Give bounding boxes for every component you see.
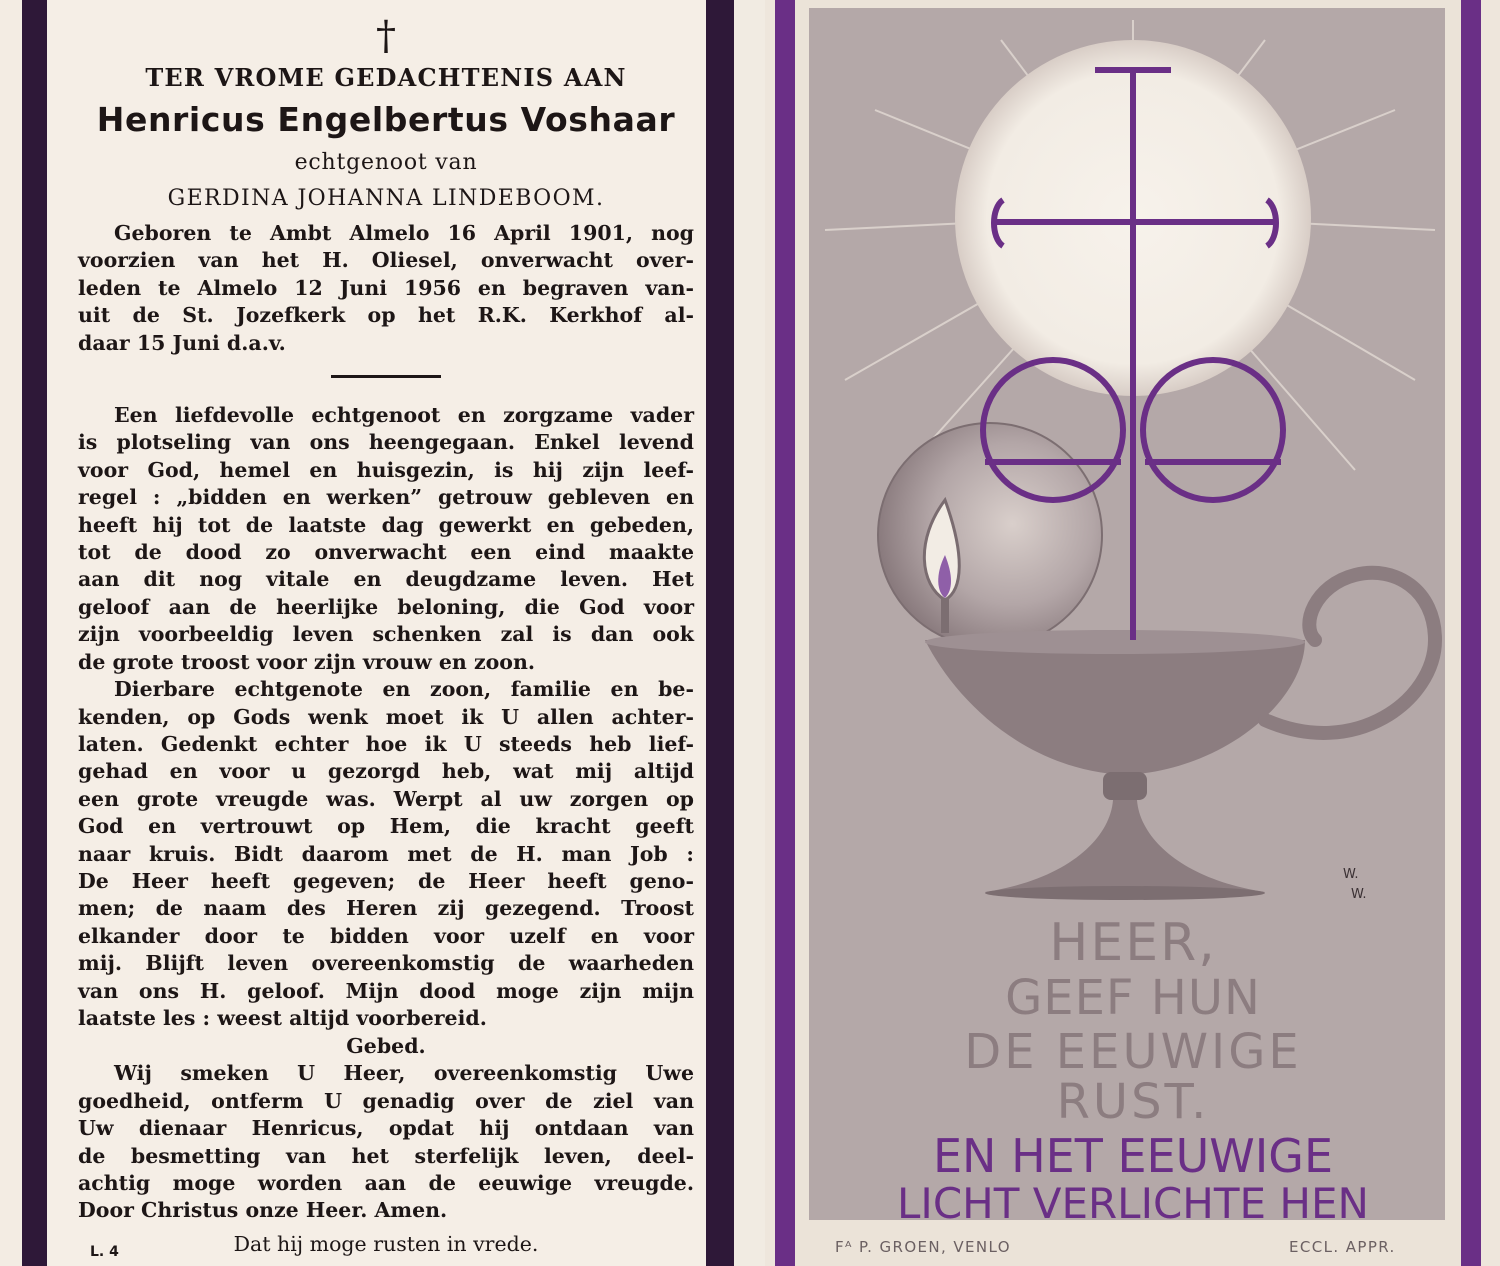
prayer-paragraph: [78, 1060, 694, 1224]
text-line: Door Christus onze Heer. Amen.: [78, 1198, 448, 1223]
text-line: goedheid, ontferm U genadig over de ziel van: [78, 1088, 694, 1113]
text-line: heeft hij tot de laatste dag gewerkt en gebeden,: [78, 512, 694, 537]
text-line: de grote troost voor zijn vrouw en zoon.: [78, 649, 536, 674]
spouse-name: GERDINA JOHANNA LINDEBOOM.: [167, 186, 605, 211]
verse-line: LICHT VERLICHTE HEN: [897, 1179, 1369, 1228]
text-line: voor God, hemel en huisgezin, is hij zijn leef-: [78, 457, 694, 482]
text-line: De Heer heeft gegeven; de Heer heeft geno-: [78, 868, 694, 893]
tribute-paragraph: [78, 402, 694, 676]
cross-icon: †: [376, 13, 396, 59]
print-code: L. 4: [90, 1244, 119, 1260]
artist-monogram: W.: [1351, 887, 1367, 902]
text-line: gehad en voor u gezorgd heb, wat mij altijd: [78, 759, 694, 784]
text-line: zijn voorbeeldig leven schenken zal is dan ook: [78, 622, 694, 647]
biography-paragraph: [78, 220, 694, 357]
text-line: God en vertrouwt op Hem, die kracht geeft: [78, 814, 694, 839]
memorial-text: [78, 14, 694, 1259]
text-line: regel : „bidden en werken” getrouw gebleven en: [78, 485, 694, 510]
prayer-title: Gebed.: [346, 1034, 426, 1059]
text-line: een grote vreugde was. Werpt al uw zorgen op: [78, 786, 694, 811]
deceased-name: Henricus Engelbertus Voshaar: [96, 100, 676, 139]
closing-line: Dat hij moge rusten in vrede.: [233, 1231, 539, 1256]
purple-border-right: [1461, 0, 1481, 1266]
lamp-foot: [985, 886, 1265, 900]
text-line: laten. Gedenkt echter hoe ik U steeds heb lief-: [78, 731, 694, 756]
text-line: daar 15 Juni d.a.v.: [78, 330, 286, 355]
lamp-knot: [1103, 772, 1147, 800]
divider-rule: [331, 375, 441, 378]
text-line: aan dit nog vitale en deugdzame leven. Het: [78, 567, 694, 592]
wick: [941, 598, 949, 633]
verse-line: DE EEUWIGE: [964, 1024, 1302, 1080]
text-line: voorzien van het H. Oliesel, onverwacht over-: [78, 248, 694, 273]
text-line: Geboren te Ambt Almelo 16 April 1901, nog: [114, 221, 694, 245]
artist-monogram: W.: [1343, 867, 1359, 882]
text-line: Een liefdevolle echtgenoot en zorgzame vader: [114, 403, 694, 428]
ecclesiastical-approval: ECCL. APPR.: [1289, 1238, 1396, 1256]
lamp-rim: [925, 630, 1305, 654]
verse-line: RUST.: [1056, 1074, 1210, 1130]
text-line: laatste les : weest altijd voorbereid.: [78, 1005, 487, 1030]
text-line: van ons H. geloof. Mijn dood moge zijn mijn: [78, 978, 694, 1003]
text-line: kenden, op Gods wenk moet ik U allen achter-: [78, 704, 694, 729]
card-edge: [0, 0, 22, 1266]
purple-border-left: [775, 0, 795, 1266]
text-line: men; de naam des Heren zij gezegend. Troost: [78, 896, 694, 921]
text-line: achtig moge worden aan de eeuwige vreugde.: [78, 1171, 694, 1195]
text-line: Wij smeken U Heer, overeenkomstig Uwe: [114, 1061, 694, 1086]
memorial-heading: TER VROME GEDACHTENIS AAN: [145, 63, 627, 92]
text-line: is plotseling van ons heengegaan. Enkel levend: [78, 430, 694, 455]
devotional-image-card: [765, 0, 1500, 1266]
verse-line: HEER,: [1049, 913, 1217, 973]
spouse-label: echtgenoot van: [294, 150, 478, 175]
verse-line: EN HET EEUWIGE: [932, 1129, 1334, 1183]
printer-imprint: Fᴬ P. GROEN, VENLO: [835, 1238, 1011, 1256]
verse-line: GEEF HUN: [1005, 970, 1261, 1026]
mourning-border-left: [22, 0, 47, 1266]
text-line: leden te Almelo 12 Juni 1956 en begraven van-: [78, 275, 694, 300]
farewell-paragraph: [78, 676, 694, 1032]
card-edge: [734, 0, 765, 1266]
mourning-border-right: [706, 0, 734, 1266]
text-line: mij. Blijft leven overeenkomstig de waarheden: [78, 951, 694, 976]
text-line: de besmetting van het sterfelijk leven, deel-: [78, 1143, 694, 1168]
text-line: elkander door te bidden voor uzelf en voor: [78, 923, 694, 948]
text-line: tot de dood zo onverwacht een eind maakte: [78, 540, 694, 565]
text-line: Uw dienaar Henricus, opdat hij ontdaan van: [78, 1116, 694, 1141]
oil-lamp-illustration: [795, 0, 1461, 1266]
text-line: Dierbare echtgenote en zoon, familie en be-: [114, 677, 694, 702]
text-line: naar kruis. Bidt daarom met de H. man Job :: [78, 841, 694, 866]
text-line: uit de St. Jozefkerk op het R.K. Kerkhof al-: [78, 303, 694, 328]
text-line: geloof aan de heerlijke beloning, die God voor: [78, 594, 694, 619]
